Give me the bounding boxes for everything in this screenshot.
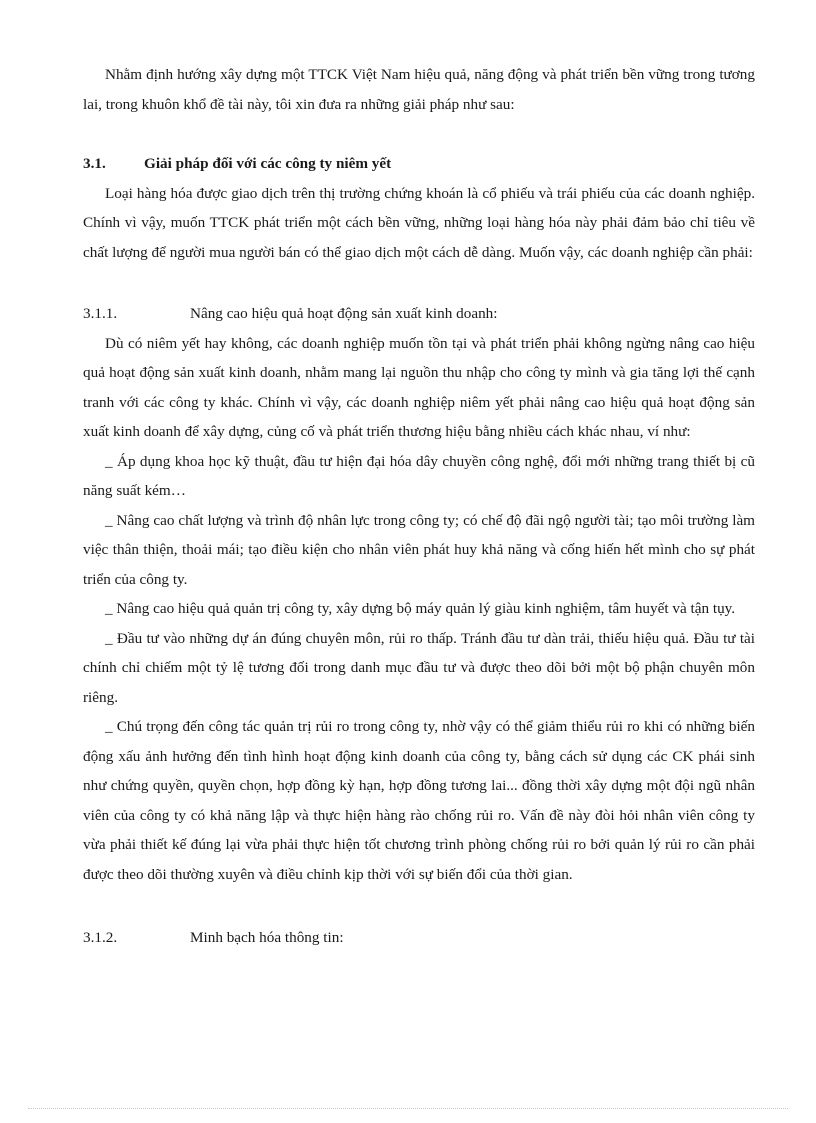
section-number: 3.1.1.: [83, 305, 118, 322]
section-title: Nâng cao hiệu quả hoạt động sản xuất kinh doanh:: [190, 305, 498, 322]
section-number: 3.1.2.: [83, 929, 118, 946]
section-heading-3-1: [83, 149, 755, 179]
section-heading-3-1-1: [83, 299, 755, 329]
section-number: 3.1.: [83, 155, 106, 172]
bullet-item: _ Chú trọng đến công tác quản trị rủi ro trong công ty, nhờ vậy có thể giảm thiểu rủi ro khi có những biến động xấu ảnh hưởng đến tình hình hoạt động kinh doanh của công ty, bằng cách sử dụng các CK phái sinh như chứng quyền, quyền chọn, hợp đồng kỳ hạn, hợp đồng tương lai... đồng thời xây dựng một đội ngũ nhân viên của công ty có khả năng lập và thực hiện hàng rào chống rủi ro. Vấn đề này đòi hỏi nhân viên công ty vừa phải thiết kế đúng lại vừa phải thực hiện tốt chương trình phòng chống rủi ro bởi quản lý rủi ro cần phải được theo dõi thường xuyên và điều chỉnh kịp thời với sự biến đổi của thời gian.: [83, 718, 755, 883]
bullet-item: _ Nâng cao chất lượng và trình độ nhân lực trong công ty; có chế độ đãi ngộ người tài; tạo môi trường làm việc thân thiện, thoải mái; tạo điều kiện cho nhân viên phát huy khả năng và cống hiến hết mình cho sự phát triển của công ty.: [83, 511, 755, 588]
intro-paragraph: Nhằm định hướng xây dựng một TTCK Việt Nam hiệu quả, năng động và phát triển bền vững trong tương lai, trong khuôn khổ đề tài này, tôi xin đưa ra những giải pháp như sau:: [83, 66, 755, 113]
bullet-item: _ Đầu tư vào những dự án đúng chuyên môn, rủi ro thấp. Tránh đầu tư dàn trải, thiếu hiệu quả. Đầu tư tài chính chỉ chiếm một tỷ lệ tương đối trong danh mục đầu tư và được theo dõi bởi một bộ phận chuyên môn riêng.: [83, 629, 755, 706]
section-3-1-body: Loại hàng hóa được giao dịch trên thị trường chứng khoán là cổ phiếu và trái phiếu của các doanh nghiệp. Chính vì vậy, muốn TTCK phát triển một cách bền vững, những loại hàng hóa này phải đảm bảo chỉ tiêu về chất lượng để người mua người bán có thể giao dịch một cách dễ dàng. Muốn vậy, các doanh nghiệp cần phải:: [83, 184, 755, 261]
section-3-1-1-body: Dù có niêm yết hay không, các doanh nghiệp muốn tồn tại và phát triển phải không ngừng nâng cao hiệu quả hoạt động sản xuất kinh doanh, nhằm mang lại nguồn thu nhập cho công ty mình và gia tăng lợi thế cạnh tranh với các công ty khác. Chính vì vậy, các doanh nghiệp niêm yết phải nâng cao hiệu quả hoạt động sản xuất kinh doanh để xây dựng, củng cố và phát triển thương hiệu bằng nhiều cách khác nhau, ví như:: [83, 334, 755, 440]
section-heading-3-1-2: [83, 923, 755, 953]
section-title: Minh bạch hóa thông tin:: [190, 929, 344, 946]
section-title: Giải pháp đối với các công ty niêm yết: [144, 155, 392, 172]
document-page: [83, 60, 755, 953]
bullet-item: _ Nâng cao hiệu quả quản trị công ty, xây dựng bộ máy quản lý giàu kinh nghiệm, tâm huyết và tận tụy.: [105, 600, 736, 617]
page-bottom-rule: [28, 1108, 788, 1109]
bullet-item: _ Áp dụng khoa học kỹ thuật, đầu tư hiện đại hóa dây chuyền công nghệ, đổi mới những trang thiết bị cũ năng suất kém…: [83, 452, 755, 499]
